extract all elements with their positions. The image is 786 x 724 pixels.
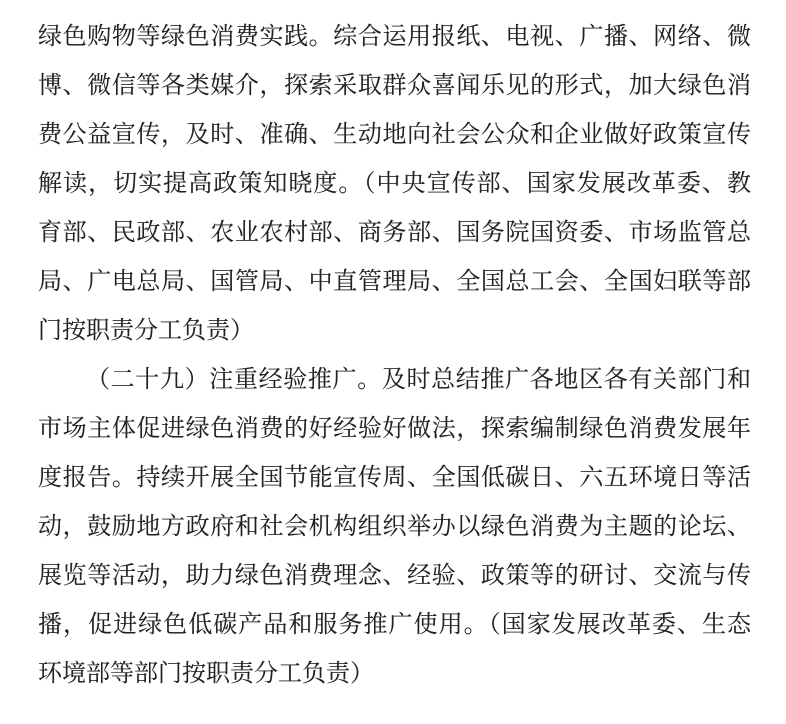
text-line: 博、微信等各类媒介，探索采取群众喜闻乐见的形式，加大绿色消: [38, 73, 751, 99]
text-line: 解读，切实提高政策知晓度。（中央宣传部、国家发展改革委、教: [38, 171, 751, 197]
text-line: 环境部等部门按职责分工负责）: [38, 661, 374, 687]
text-line: 动，鼓励地方政府和社会机构组织举办以绿色消费为主题的论坛、: [38, 514, 751, 540]
paragraph: [38, 356, 751, 699]
text-line: 育部、民政部、农业农村部、商务部、国务院国资委、市场监管总: [38, 220, 751, 246]
paragraph: [38, 13, 751, 356]
text-line: 局、广电总局、国管局、中直管理局、全国总工会、全国妇联等部: [38, 269, 751, 295]
text-line: 展览等活动，助力绿色消费理念、经验、政策等的研讨、交流与传: [38, 563, 751, 589]
text-line: 度报告。持续开展全国节能宣传周、全国低碳日、六五环境日等活: [38, 465, 751, 491]
text-line: 绿色购物等绿色消费实践。综合运用报纸、电视、广播、网络、微: [38, 24, 751, 50]
text-line: 市场主体促进绿色消费的好经验好做法，探索编制绿色消费发展年: [38, 416, 751, 442]
text-line: 门按职责分工负责）: [38, 318, 254, 344]
text-line: 播，促进绿色低碳产品和服务推广使用。（国家发展改革委、生态: [38, 612, 751, 638]
text-line: 费公益宣传，及时、准确、生动地向社会公众和企业做好政策宣传: [38, 122, 751, 148]
text-line: （二十九）注重经验推广。及时总结推广各地区各有关部门和: [86, 367, 751, 393]
